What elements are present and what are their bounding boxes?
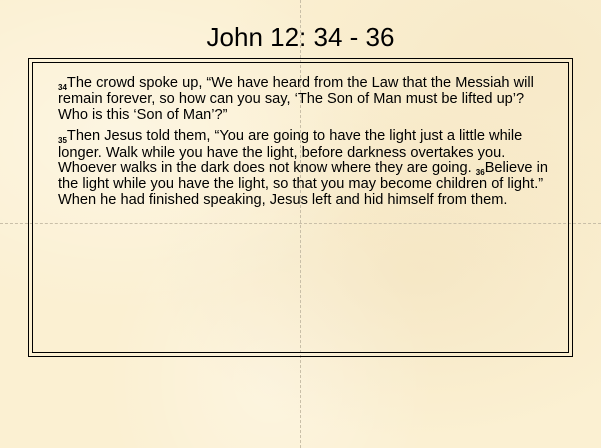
verse-text-36: Believe in the light while you have the light, so that you may become children of light.” When he had finished speaking, Jesus left and hid himself from them.	[58, 160, 548, 208]
verse-text-34: The crowd spoke up, “We have heard from the Law that the Messiah will remain forever, so how can you say, ‘The Son of Man must be lifted up’? Who is this ‘Son of Man’?”	[58, 75, 534, 123]
verse-number-34: 34	[58, 83, 67, 92]
slide-title[interactable]: John 12: 34 - 36	[206, 22, 395, 52]
verse-paragraph-35-36	[58, 129, 558, 208]
verse-number-36: 36	[475, 168, 485, 178]
scripture-text-box[interactable]	[58, 76, 558, 214]
verse-number-35: 35	[58, 136, 67, 146]
verse-text-35: Then Jesus told them, “You are going to have the light just a little while longer. Walk while you have the light, before darkness overtakes you. Whoever walks in the dark does not know where they are going.	[58, 128, 523, 177]
verse-paragraph-34	[58, 76, 558, 123]
